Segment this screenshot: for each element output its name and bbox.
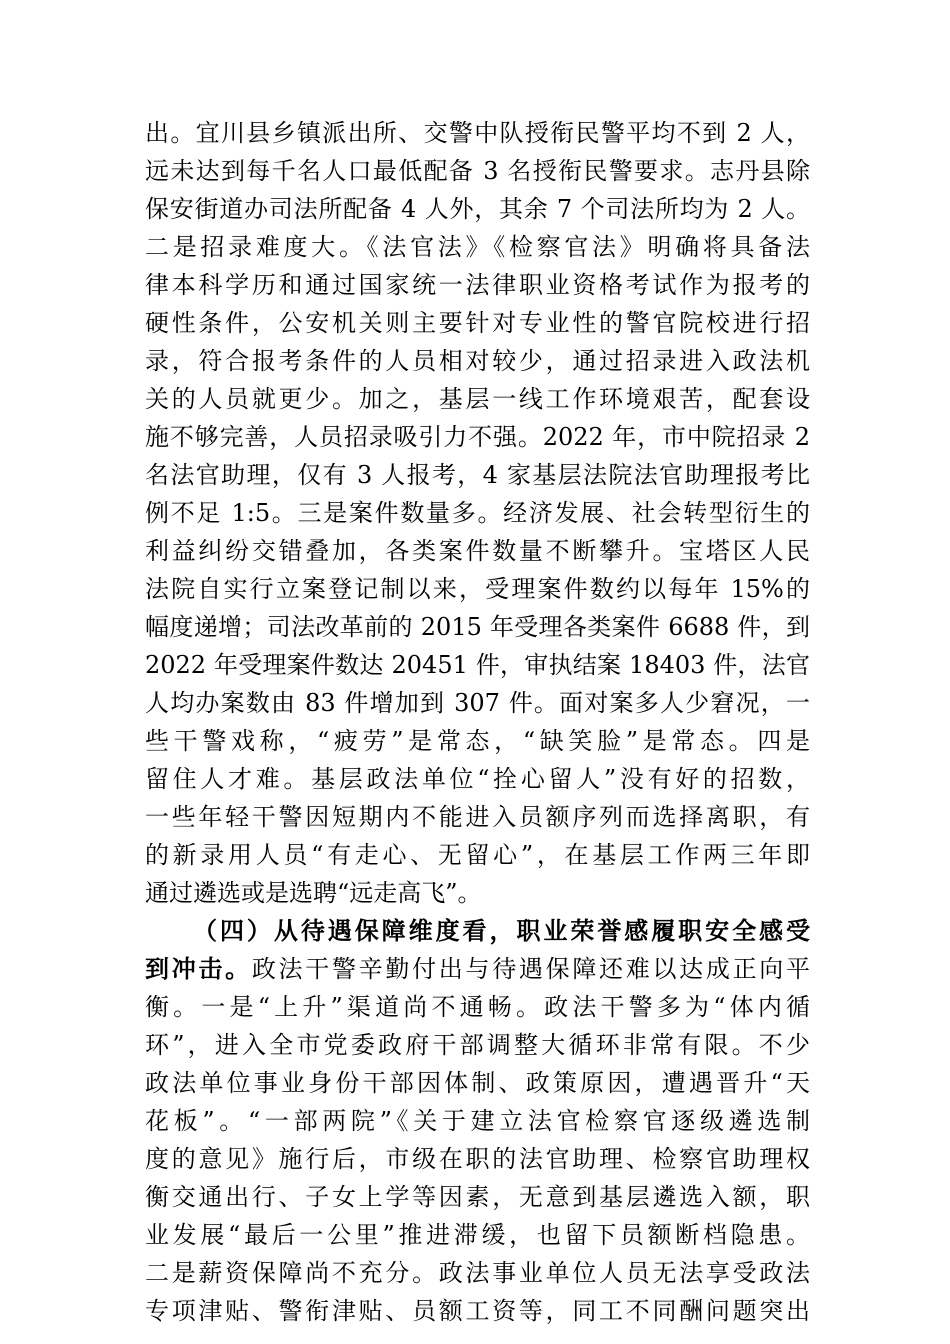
text-line: 花板”。“一部两院”《关于建立法官检察官逐级遴选制 xyxy=(145,1107,810,1135)
text-line: 环”，进入全市党委政府干部调整大循环非常有限。不少 xyxy=(145,1031,810,1059)
section-heading-continuation xyxy=(145,950,810,988)
text-line: 法院自实行立案登记制以来，受理案件数约以每年 15%的 xyxy=(145,575,810,603)
text-line: 远未达到每千名人口最低配备 3 名授衔民警要求。志丹县除 xyxy=(145,157,810,185)
text-line: 施不够完善，人员招录吸引力不强。2022 年，市中院招录 2 xyxy=(145,423,810,451)
text-line: 保安街道办司法所配备 4 人外，其余 7 个司法所均为 2 人。 xyxy=(145,195,810,223)
text-line: 名法官助理，仅有 3 人报考，4 家基层法院法官助理报考比 xyxy=(145,461,810,489)
text-line: 的新录用人员“有走心、无留心”，在基层工作两三年即 xyxy=(145,841,810,869)
text-line: 二是薪资保障尚不充分。政法事业单位人员无法享受政法 xyxy=(145,1259,810,1287)
text-line-rest: 政法干警辛勤付出与待遇保障还难以达成正向平 xyxy=(251,955,810,983)
text-line: 衡交通出行、子女上学等因素，无意到基层遴选入额，职 xyxy=(145,1183,810,1211)
text-line: 律本科学历和通过国家统一法律职业资格考试作为报考的 xyxy=(145,271,810,299)
text-line: 度的意见》施行后，市级在职的法官助理、检察官助理权 xyxy=(145,1145,810,1173)
text-line: 2022 年受理案件数达 20451 件，审执结案 18403 件，法官 xyxy=(145,651,810,679)
text-line: 衡。一是“上升”渠道尚不通畅。政法干警多为“体内循 xyxy=(145,993,810,1021)
text-line: 出。宜川县乡镇派出所、交警中队授衔民警平均不到 2 人， xyxy=(145,119,810,147)
text-line: 人均办案数由 83 件增加到 307 件。面对案多人少窘况，一 xyxy=(145,689,810,717)
text-line: 硬性条件，公安机关则主要针对专业性的警官院校进行招 xyxy=(145,309,810,337)
text-line: 幅度递增；司法改革前的 2015 年受理各类案件 6688 件，到 xyxy=(145,613,810,641)
text-line: 通过遴选或是选聘“远走高飞”。 xyxy=(145,879,482,907)
text-line: 利益纠纷交错叠加，各类案件数量不断攀升。宝塔区人民 xyxy=(145,537,810,565)
section-heading-end: 到冲击。 xyxy=(145,954,252,983)
text-line: 政法单位事业身份干部因体制、政策原因，遭遇晋升“天 xyxy=(145,1069,810,1097)
text-line: 例不足 1:5。三是案件数量多。经济发展、社会转型衍生的 xyxy=(145,499,810,527)
text-line: 专项津贴、警衔津贴、员额工资等，同工不同酬问题突出 xyxy=(145,1297,810,1325)
text-line: 些干警戏称，“疲劳”是常态，“缺笑脸”是常态。四是 xyxy=(145,727,810,755)
section-heading: （四）从待遇保障维度看，职业荣誉感履职安全感受 xyxy=(193,916,810,945)
text-line: 业发展“最后一公里”推进滞缓，也留下员额断档隐患。 xyxy=(145,1221,810,1249)
text-line: 关的人员就更少。加之，基层一线工作环境艰苦，配套设 xyxy=(145,385,810,413)
document-body xyxy=(145,114,810,1330)
text-line: 留住人才难。基层政法单位“拴心留人”没有好的招数， xyxy=(145,765,810,793)
text-line: 二是招录难度大。《法官法》《检察官法》明确将具备法 xyxy=(145,233,810,261)
text-line: 一些年轻干警因短期内不能进入员额序列而选择离职，有 xyxy=(145,803,810,831)
text-line: 录，符合报考条件的人员相对较少，通过招录进入政法机 xyxy=(145,347,810,375)
